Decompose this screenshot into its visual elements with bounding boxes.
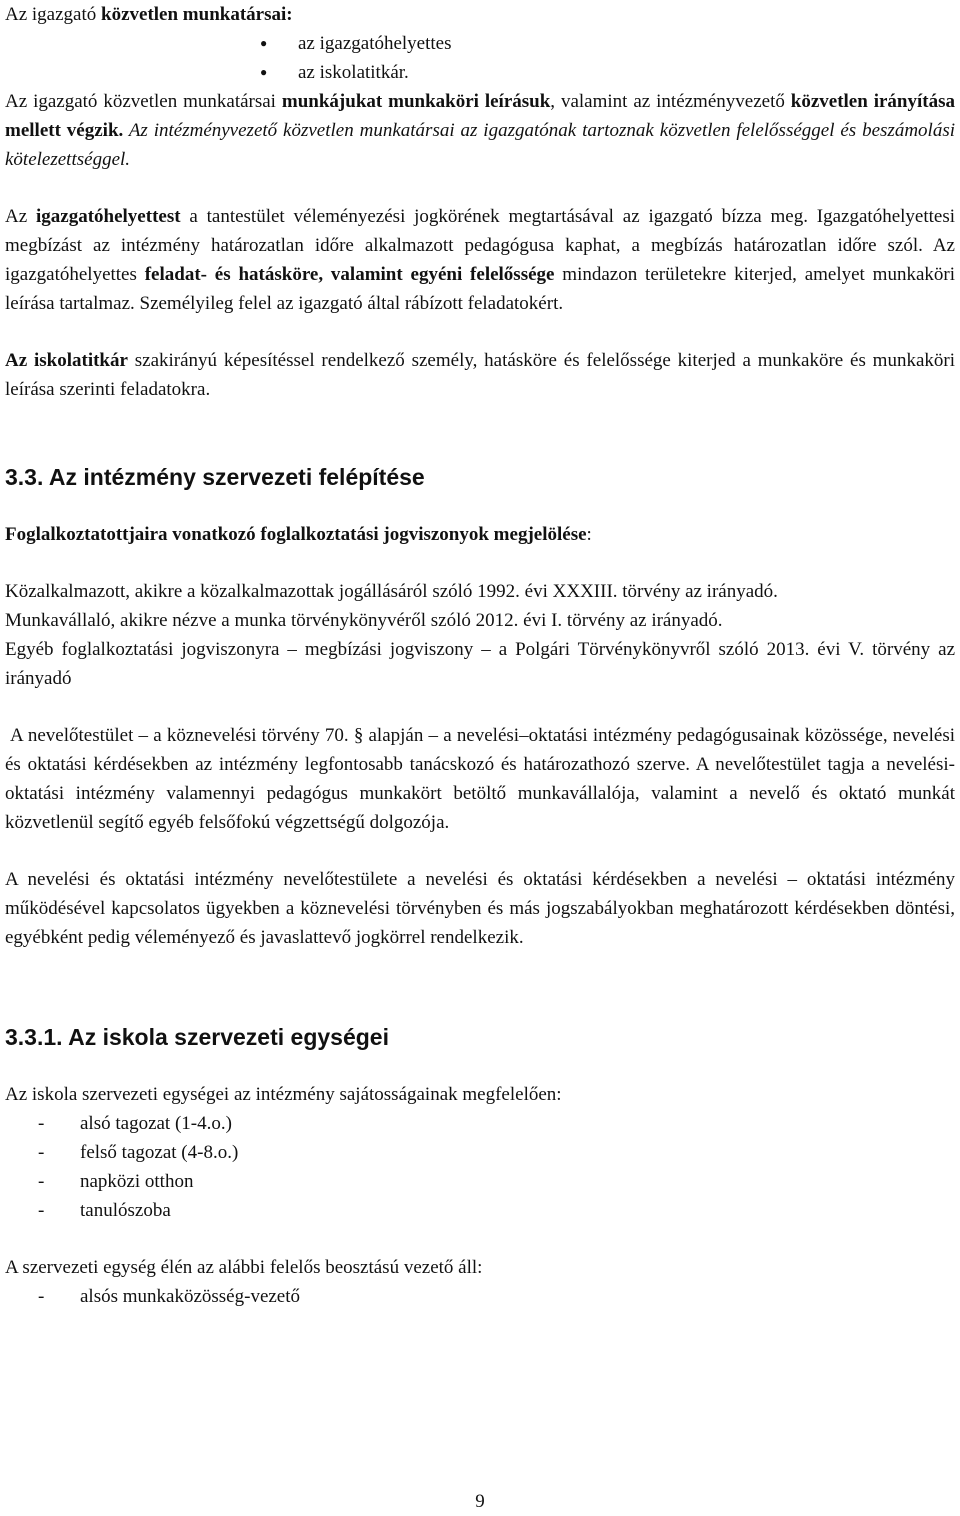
employment-line-1: Közalkalmazott, akikre a közalkalmazottak jogállásáról szóló 1992. évi XXXIII. törvény az irányadó. (5, 581, 778, 602)
assistants-list (5, 29, 955, 87)
paragraph-staff: A nevelőtestület – a köznevelési törvény 70. § alapján – a nevelési–oktatási intézmény pedagógusainak közössége, nevelési és oktatási kérdésekben az intézmény legfontosabb tanácskozó és határozathozó szerve. A nevelőtestület tagja a nevelési-oktatási intézmény valamennyi pedagógus munkakört betöltő munkavállalója, valamint a nevelő és oktató munkát közvetlenül segítő egyéb felsőfokú végzettségű dolgozója. (5, 725, 955, 833)
paragraph-secretary: Az iskolatitkár szakirányú képesítéssel rendelkező személy, hatásköre és felelőssége kiterjed a munkaköre és munkaköri leírása szerinti feladatokra. (5, 350, 955, 400)
document-page (5, 0, 955, 1311)
leader-intro: A szervezeti egység élén az alábbi felelős beosztású vezető áll: (5, 1257, 483, 1278)
employment-line-3: Egyéb foglalkoztatási jogviszonyra – megbízási jogviszony – a Polgári Törvénykönyvről szóló 2013. évi V. törvény az irányadó (5, 639, 955, 689)
paragraph-staff-rights: A nevelési és oktatási intézmény nevelőtestülete a nevelési és oktatási kérdésekben a nevelési – oktatási intézmény működésével kapcsolatos ügyekben a köznevelési törvényben és más jogszabályokban meghatározott kérdésekben döntési, egyébként pedig véleményező és javaslattevő jogkörrel rendelkezik. (5, 869, 955, 948)
list-item: - tanulószoba (5, 1196, 955, 1225)
paragraph-assistants: Az igazgató közvetlen munkatársai munkájukat munkaköri leírásuk, valamint az intézményvezető közvetlen irányítása mellett végzik. Az intézményvezető közvetlen munkatársai az igazgatónak tartoznak közvetlen felelősséggel és beszámolási kötelezettséggel. (5, 91, 955, 170)
list-item: ● az igazgatóhelyettes (5, 29, 955, 58)
list-item: - felső tagozat (4-8.o.) (5, 1138, 955, 1167)
list-item: ● az iskolatitkár. (5, 58, 955, 87)
paragraph-deputy: Az igazgatóhelyettest a tantestület véleményezési jogkörének megtartásával az igazgató bízza meg. Igazgatóhelyettesi megbízást az intézmény határozatlan időre alkalmazott pedagógusa kaphat, a megbízás határozatlan időre szól. Az igazgatóhelyettes feladat- és hatásköre, valamint egyéni felelőssége mindazon területekre kiterjed, amelyet munkaköri leírása tartalmaz. Személyileg felel az igazgató által rábízott feladatokért. (5, 206, 956, 314)
units-list (5, 1109, 955, 1225)
section-heading-3-3: 3.3. Az intézmény szervezeti felépítése (5, 464, 425, 490)
list-item: - alsó tagozat (1-4.o.) (5, 1109, 955, 1138)
list-item: - alsós munkaközösség-vezető (5, 1282, 955, 1311)
leaders-list (5, 1282, 955, 1311)
employment-line-2: Munkavállaló, akikre nézve a munka törvénykönyvéről szóló 2012. évi I. törvény az irányadó. (5, 610, 723, 631)
intro-line: Az igazgató közvetlen munkatársai: (5, 4, 293, 25)
list-item: - napközi otthon (5, 1167, 955, 1196)
section-heading-3-3-1: 3.3.1. Az iskola szervezeti egységei (5, 1024, 389, 1050)
page-number: 9 (475, 1491, 485, 1512)
employment-heading: Foglalkoztatottjaira vonatkozó foglalkoztatási jogviszonyok megjelölése: (5, 524, 592, 545)
units-intro: Az iskola szervezeti egységei az intézmény sajátosságainak megfelelően: (5, 1084, 562, 1105)
